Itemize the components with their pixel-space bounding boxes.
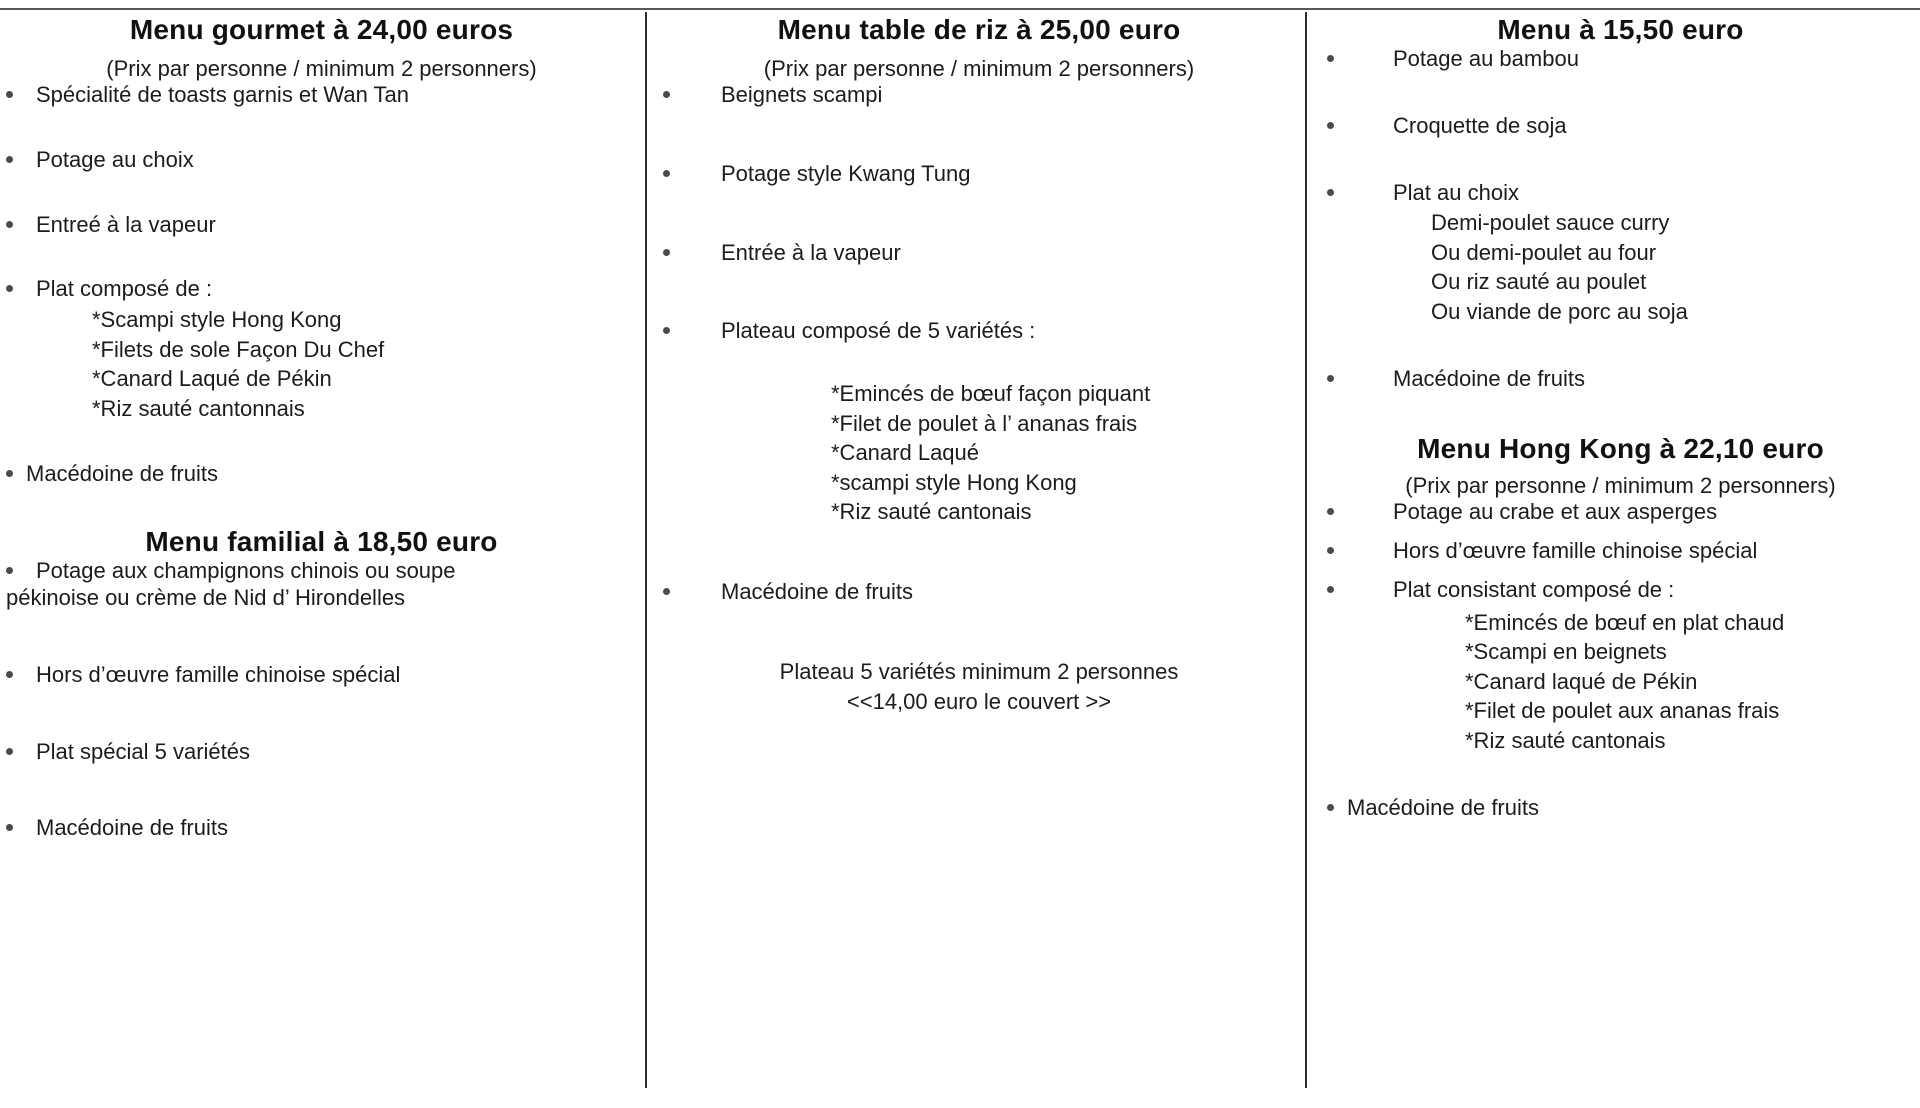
menu-item-label: Potage au crabe et aux asperges	[1393, 499, 1718, 525]
menu-item-label: Croquette de soja	[1393, 112, 1567, 138]
list-item	[663, 82, 1295, 109]
menu-column-1	[0, 0, 645, 1108]
menu-sub-item: *Filets de sole Façon Du Chef	[92, 336, 385, 362]
bullet-icon	[6, 567, 13, 574]
list-item	[1327, 538, 1914, 565]
menu-item-label: Potage au choix	[36, 146, 194, 172]
bullet-icon	[6, 748, 13, 755]
menu-item-label: Beignets scampi	[721, 82, 883, 107]
list-item	[1327, 577, 1914, 755]
list-item	[663, 318, 1295, 526]
menu-item-label: Macédoine de fruits	[36, 815, 228, 841]
list-item	[1327, 46, 1914, 73]
menu-sub-item: Ou riz sauté au poulet	[1431, 269, 1647, 295]
menu-item-label: Entreé à la vapeur	[36, 211, 216, 237]
bullet-icon	[1327, 508, 1334, 515]
bullet-icon	[1327, 804, 1334, 811]
menu-sub-item: Ou demi-poulet au four	[1431, 239, 1657, 265]
menu-note-couvert: <<14,00 euro le couvert >>	[846, 689, 1112, 715]
bullet-icon	[663, 327, 670, 334]
menu-sub-item: *Scampi style Hong Kong	[92, 307, 342, 333]
menu-sub-item: *Canard Laqué de Pékin	[92, 366, 332, 392]
menu-item-label-continuation: pékinoise ou crème de Nid d’ Hirondelles	[6, 584, 406, 610]
list-item	[663, 240, 1295, 267]
menu-item-label: Macédoine de fruits	[1393, 366, 1585, 392]
bullet-icon	[1327, 189, 1334, 196]
menu-sub-item: *Filet de poulet à l’ ananas frais	[831, 410, 1138, 436]
bullet-icon	[6, 824, 13, 831]
menu-sub-item: Demi-poulet sauce curry	[1431, 210, 1670, 236]
menu-title-gourmet: Menu gourmet à 24,00 euros	[129, 14, 514, 45]
menu-subtitle-hong-kong: (Prix par personne / minimum 2 personners)	[1405, 473, 1836, 499]
menu-item-label: Potage au bambou	[1393, 46, 1579, 71]
list-item	[1327, 180, 1914, 327]
bullet-icon	[6, 470, 13, 477]
bullet-icon	[6, 671, 13, 678]
menu-item-label: Potage aux champignons chinois ou soupe	[36, 558, 456, 584]
menu-sub-item: *Riz sauté cantonais	[831, 499, 1032, 525]
menu-sub-item-list	[831, 379, 1295, 526]
menu-column-2	[645, 0, 1305, 1108]
list-item	[663, 579, 1295, 606]
bullet-icon	[6, 221, 13, 228]
menu-item-list-familial	[6, 558, 637, 842]
list-item	[6, 147, 637, 174]
menu-item-label: Macédoine de fruits	[721, 578, 913, 604]
menu-item-label: Plat au choix	[1393, 179, 1519, 205]
list-item	[6, 739, 637, 766]
menu-item-list-hong-kong	[1327, 499, 1914, 822]
bullet-icon	[6, 156, 13, 163]
bullet-icon	[663, 91, 670, 98]
bullet-icon	[6, 285, 13, 292]
menu-item-label: Plat composé de :	[36, 276, 213, 302]
list-item	[6, 276, 637, 423]
menu-item-label: Entrée à la vapeur	[721, 239, 901, 265]
menu-sub-item-list	[1465, 608, 1914, 755]
menu-item-label: Plateau composé de 5 variétés :	[721, 318, 1036, 344]
menu-sub-item: *Scampi en beignets	[1465, 639, 1667, 665]
menu-sub-item: *Canard laqué de Pékin	[1465, 668, 1698, 694]
bullet-icon	[663, 249, 670, 256]
menu-title-table-de-riz: Menu table de riz à 25,00 euro	[777, 14, 1181, 45]
menu-item-label: Spécialité de toasts garnis et Wan Tan	[36, 82, 409, 107]
menu-item-label: Potage style Kwang Tung	[721, 160, 971, 186]
menu-item-label: Plat spécial 5 variétés	[36, 738, 250, 764]
menu-title-familial: Menu familial à 18,50 euro	[145, 526, 498, 558]
menu-sub-item: *scampi style Hong Kong	[831, 469, 1077, 495]
list-item	[663, 161, 1295, 188]
menu-title-15-50: Menu à 15,50 euro	[1497, 14, 1744, 45]
menu-sub-item: *Riz sauté cantonais	[1465, 727, 1666, 753]
menu-item-label: Macédoine de fruits	[26, 461, 218, 487]
menu-sub-item: *Emincés de bœuf façon piquant	[831, 381, 1151, 407]
menu-item-label: Plat consistant composé de :	[1393, 576, 1675, 602]
list-item	[6, 212, 637, 239]
list-item	[6, 815, 637, 842]
list-item	[6, 558, 637, 612]
menu-sub-item: *Riz sauté cantonnais	[92, 395, 305, 421]
bullet-icon	[663, 588, 670, 595]
menu-item-label: Macédoine de fruits	[1347, 795, 1539, 821]
menu-item-list-15-50	[1327, 46, 1914, 393]
bullet-icon	[1327, 547, 1334, 554]
menu-title-hong-kong: Menu Hong Kong à 22,10 euro	[1417, 433, 1824, 465]
list-item	[1327, 795, 1914, 822]
menu-note-plateau: Plateau 5 variétés minimum 2 personnes	[779, 659, 1179, 685]
bullet-icon	[6, 91, 13, 98]
bullet-icon	[1327, 375, 1334, 382]
bullet-icon	[1327, 55, 1334, 62]
bullet-icon	[1327, 586, 1334, 593]
menu-sub-item-list	[1431, 208, 1914, 326]
bullet-icon	[1327, 122, 1334, 129]
bullet-icon	[663, 170, 670, 177]
menu-item-label: Hors d’œuvre famille chinoise spécial	[36, 661, 401, 687]
menu-sub-item: *Canard Laqué	[831, 440, 980, 466]
menu-sub-item: *Emincés de bœuf en plat chaud	[1465, 609, 1785, 635]
list-item	[6, 662, 637, 689]
menu-item-list-table-de-riz	[663, 82, 1295, 605]
menu-item-list-gourmet	[6, 82, 637, 488]
menu-column-3	[1305, 0, 1920, 1108]
list-item	[1327, 113, 1914, 140]
menu-subtitle-table-de-riz: (Prix par personne / minimum 2 personners)	[763, 56, 1195, 81]
menu-sub-item-list	[92, 305, 637, 423]
menu-sub-item: Ou viande de porc au soja	[1431, 298, 1688, 324]
list-item	[6, 82, 637, 109]
list-item	[6, 461, 637, 488]
menu-subtitle-gourmet: (Prix par personne / minimum 2 personners)	[106, 56, 537, 81]
menu-sub-item: *Filet de poulet aux ananas frais	[1465, 698, 1780, 724]
list-item	[1327, 366, 1914, 393]
list-item	[1327, 499, 1914, 526]
menu-item-label: Hors d’œuvre famille chinoise spécial	[1393, 538, 1758, 564]
